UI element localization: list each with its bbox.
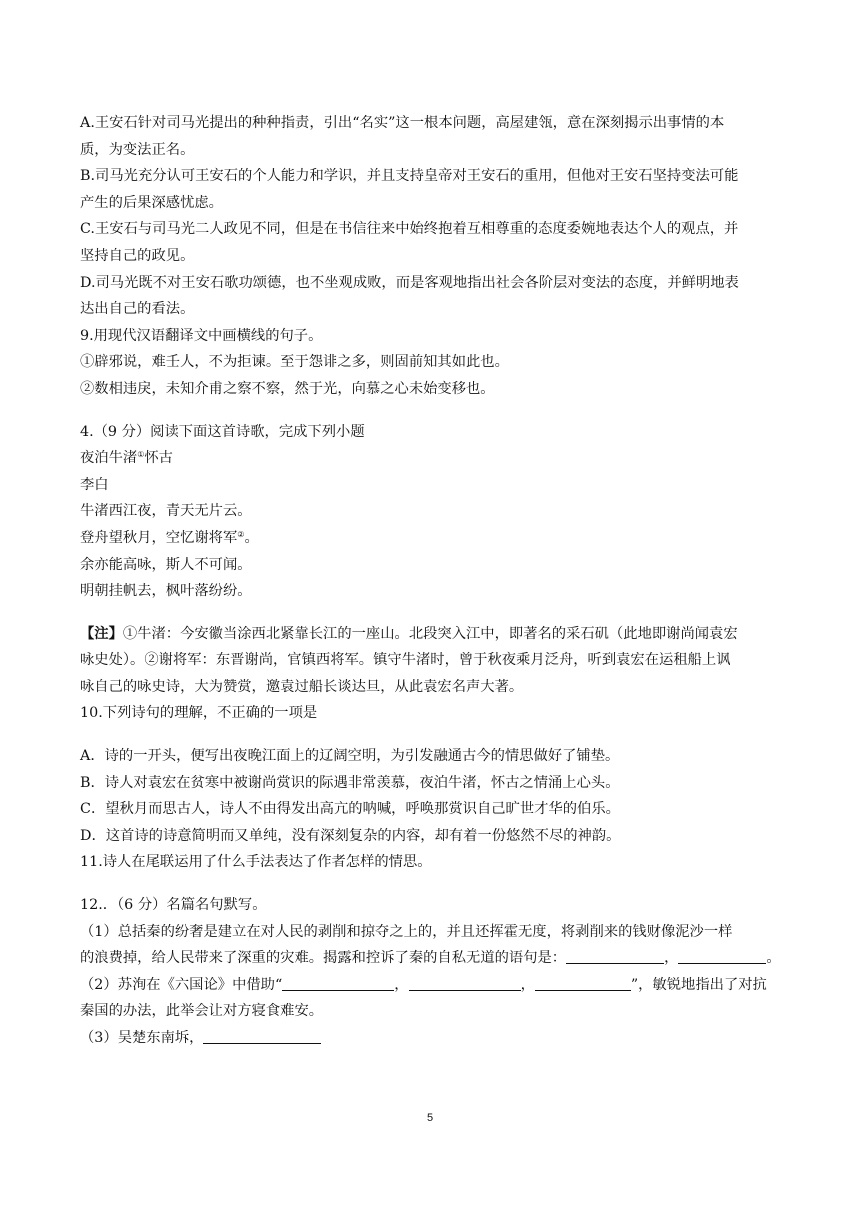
q4-header: 4.（9 分）阅读下面这首诗歌，完成下列小题 [80, 423, 365, 440]
q9-sentence-1: ①辟邪说，难壬人，不为拒谏。至于怨诽之多，则固前知其如此也。 [80, 354, 509, 371]
q12-part2-pre: （2）苏洵在《六国论》中借助“ [80, 976, 283, 993]
q9-sentence-2: ②数相违戾，未知介甫之察不察，然于光，向慕之心未始变移也。 [80, 380, 495, 397]
answer-blank[interactable] [409, 976, 521, 991]
note-line-2: 咏史处）。②谢将军：东晋谢尚，官镇西将军。镇守牛渚时，曾于秋夜乘月泛舟，听到袁宏在运租船上讽 [80, 652, 731, 669]
q12-part1-line2 [80, 945, 782, 972]
q8-option-c-line1: C.王安石与司马光二人政见不同，但是在书信往来中始终抱着互相尊重的态度委婉地表达个人的观点，并 [80, 221, 739, 238]
answer-blank[interactable] [282, 976, 394, 991]
q10-option-d: D．这首诗的诗意简明而又单纯，没有深刻复杂的内容，却有着一份悠然不尽的神韵。 [80, 827, 621, 844]
poem-line-2-pre: 登舟望秋月，空忆谢将军 [80, 529, 238, 546]
note-head: 【注】 [80, 625, 123, 642]
q10-option-a: A．诗的一开头，便写出夜晚江面上的辽阔空明，为引发融通古今的情思做好了铺垫。 [80, 748, 620, 765]
poem-line-2-post: 。 [244, 529, 259, 546]
poem-title [80, 445, 782, 472]
q12-header: 12.．（6 分）名篇名句默写。 [80, 897, 267, 914]
note-line-1 [80, 621, 782, 648]
poem-line-1: 牛渚西江夜，青天无片云。 [80, 503, 252, 520]
q12-part2-comma-1: ， [394, 976, 409, 993]
q8-option-b-line1: B.司马光充分认可王安石的个人能力和学识，并且支持皇帝对王安石的重用，但他对王安石坚持变法可能 [80, 168, 739, 185]
q9-stem: 9.用现代汉语翻译文中画横线的句子。 [80, 327, 323, 344]
poem-author: 李白 [80, 476, 109, 493]
q12-part2-post: ”，敏锐地指出了对抗 [630, 976, 767, 993]
q8-option-a-line1: A.王安石针对司马光提出的种种指责，引出“名实”这一根本问题，高屋建瓴，意在深刻揭示出事情的本 [80, 115, 725, 131]
answer-blank[interactable] [203, 1029, 321, 1044]
poem-line-4: 明朝挂帆去，枫叶落纷纷。 [80, 583, 252, 600]
poem-line-2 [80, 525, 782, 552]
page-content [80, 110, 782, 1052]
answer-blank[interactable] [535, 976, 631, 991]
q10-stem: 10.下列诗句的理解，不正确的一项是 [80, 705, 318, 722]
answer-blank[interactable] [566, 949, 664, 964]
poem-line-2-note-mark: ② [237, 529, 245, 539]
poem-title-post: 怀古 [144, 450, 173, 467]
q8-option-b-line2: 产生的后果深感忧虑。 [80, 194, 223, 211]
q11-stem: 11.诗人在尾联运用了什么手法表达了作者怎样的情思。 [80, 854, 432, 871]
note-line-3: 咏自己的咏史诗，大为赞赏，邀袁过船长谈达旦，从此袁宏名声大著。 [80, 678, 524, 695]
q8-option-a-line2: 质，为变法正名。 [80, 141, 195, 158]
q8-option-d-line2: 达出自己的看法。 [80, 301, 195, 318]
poem-title-note-mark: ① [137, 450, 145, 460]
q12-part2-comma-2: ， [520, 976, 535, 993]
q12-part3-line1 [80, 1025, 782, 1052]
poem-title-pre: 夜泊牛渚 [80, 450, 138, 467]
q8-option-c-line2: 坚持自己的政见。 [80, 247, 195, 264]
q12-part2-line1 [80, 972, 782, 999]
page-number: 5 [426, 1112, 434, 1124]
q12-part3-pre: （3）吴楚东南坼， [80, 1030, 204, 1046]
q12-part2-line2: 秦国的办法，此举会让对方寝食难安。 [80, 1003, 324, 1020]
q8-option-d-line1: D.司马光既不对王安石歌功颂德，也不坐观成败，而是客观地指出社会各阶层对变法的态度，并鲜明地表 [80, 274, 739, 291]
q12-part1-line2-text: 的浪费掉，给人民带来了深重的灾难。揭露和控诉了秦的自私无道的语句是： [80, 950, 567, 967]
q12-comma: ， [664, 950, 679, 967]
poem-line-3: 余亦能高咏，斯人不可闻。 [80, 556, 252, 573]
note-line-1-text: ①牛渚：今安徽当涂西北紧靠长江的一座山。北段突入江中，即著名的采石矶（此地即谢尚闻袁宏 [122, 625, 738, 642]
q12-part1-line1: （1）总括秦的纷奢是建立在对人民的剥削和掠夺之上的，并且还挥霍无度，将剥削来的钱财像泥沙一样 [80, 923, 733, 940]
answer-blank[interactable] [678, 949, 766, 964]
q12-period: 。 [766, 950, 781, 967]
q10-option-b: B．诗人对袁宏在贫寒中被谢尚赏识的际遇非常羡慕，夜泊牛渚，怀古之情涌上心头。 [80, 774, 620, 791]
q10-option-c: C．望秋月而思古人，诗人不由得发出高亢的呐喊，呼唤那赏识自己旷世才华的伯乐。 [80, 801, 620, 818]
